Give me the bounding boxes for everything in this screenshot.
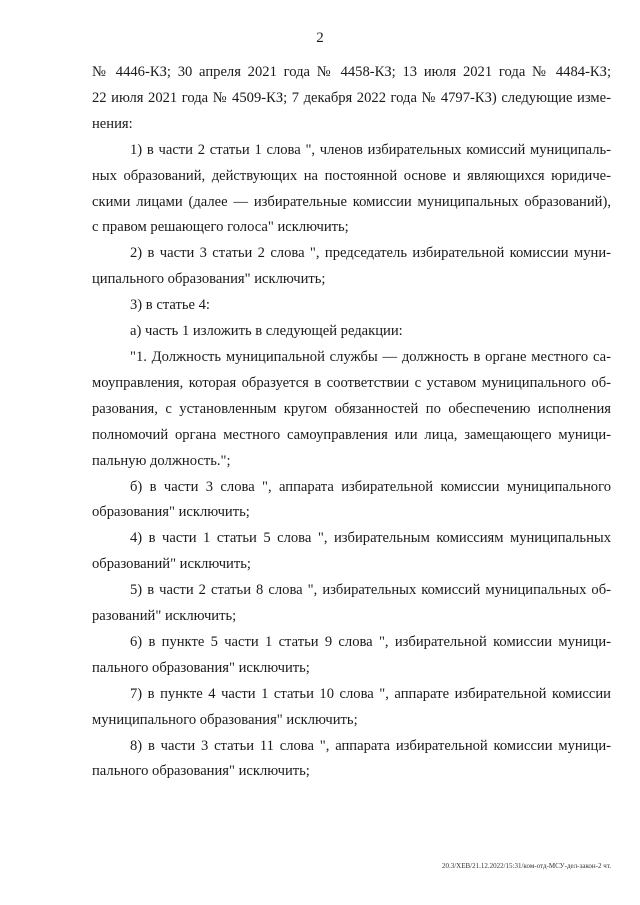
text-line: полномочий органа местного самоуправления или лица, замещающего муници- xyxy=(92,426,611,443)
text-line: 7) в пункте 4 части 1 статьи 10 слова ", аппарате избирательной комиссии xyxy=(130,685,611,702)
text-line: пального образования" исключить; xyxy=(92,659,310,676)
text-line: разования, с установленным кругом обязанностей по обеспечению исполнения xyxy=(92,400,611,417)
text-line: с правом решающего голоса" исключить; xyxy=(92,219,349,236)
text-line: пальную должность."; xyxy=(92,452,231,469)
text-line: пального образования" исключить; xyxy=(92,763,310,780)
text-line: 22 июля 2021 года № 4509-КЗ; 7 декабря 2022 года № 4797-КЗ) следующие изме- xyxy=(92,89,611,106)
text-line: ципального образования" исключить; xyxy=(92,271,326,288)
text-line: образований" исключить; xyxy=(92,556,251,573)
text-line: ных образований, действующих на постоянной основе и являющихся юридиче- xyxy=(92,167,611,184)
text-line: 2) в части 3 статьи 2 слова ", председатель избирательной комиссии муни- xyxy=(130,245,611,262)
text-line: "1. Должность муниципальной службы — должность в органе местного са- xyxy=(130,348,611,365)
document-body xyxy=(92,60,611,785)
text-line: 1) в части 2 статьи 1 слова ", членов избирательных комиссий муниципаль- xyxy=(130,141,611,158)
text-line: разований" исключить; xyxy=(92,608,237,625)
text-line: № 4446-КЗ; 30 апреля 2021 года № 4458-КЗ; 13 июля 2021 года № 4484-КЗ; xyxy=(92,64,611,80)
text-line: 6) в пункте 5 части 1 статьи 9 слова ", избирательной комиссии муници- xyxy=(130,633,611,650)
text-line: 4) в части 1 статьи 5 слова ", избирательным комиссиям муниципальных xyxy=(130,530,611,547)
text-line: а) часть 1 изложить в следующей редакции: xyxy=(130,323,403,340)
text-line: образования" исключить; xyxy=(92,504,250,521)
document-footer: 20.3/ХЕВ/21.12.2022/15:31/ком-отд-МСУ-дел-закон-2 чт. xyxy=(441,862,611,870)
text-line: муниципального образования" исключить; xyxy=(92,711,358,728)
text-line: 8) в части 3 статьи 11 слова ", аппарата избирательной комиссии муници- xyxy=(130,737,611,754)
text-line: нения: xyxy=(92,115,133,132)
text-line: б) в части 3 слова ", аппарата избирательной комиссии муниципального xyxy=(130,478,611,495)
text-line: скими лицами (далее — избирательные комиссии муниципальных образований), xyxy=(92,193,611,210)
text-line: 3) в статье 4: xyxy=(130,297,210,314)
text-line: моуправления, которая образуется в соответствии с уставом муниципального об- xyxy=(92,374,611,391)
text-line: 5) в части 2 статьи 8 слова ", избирательных комиссий муниципальных об- xyxy=(130,582,611,599)
page-number: 2 xyxy=(316,30,324,46)
